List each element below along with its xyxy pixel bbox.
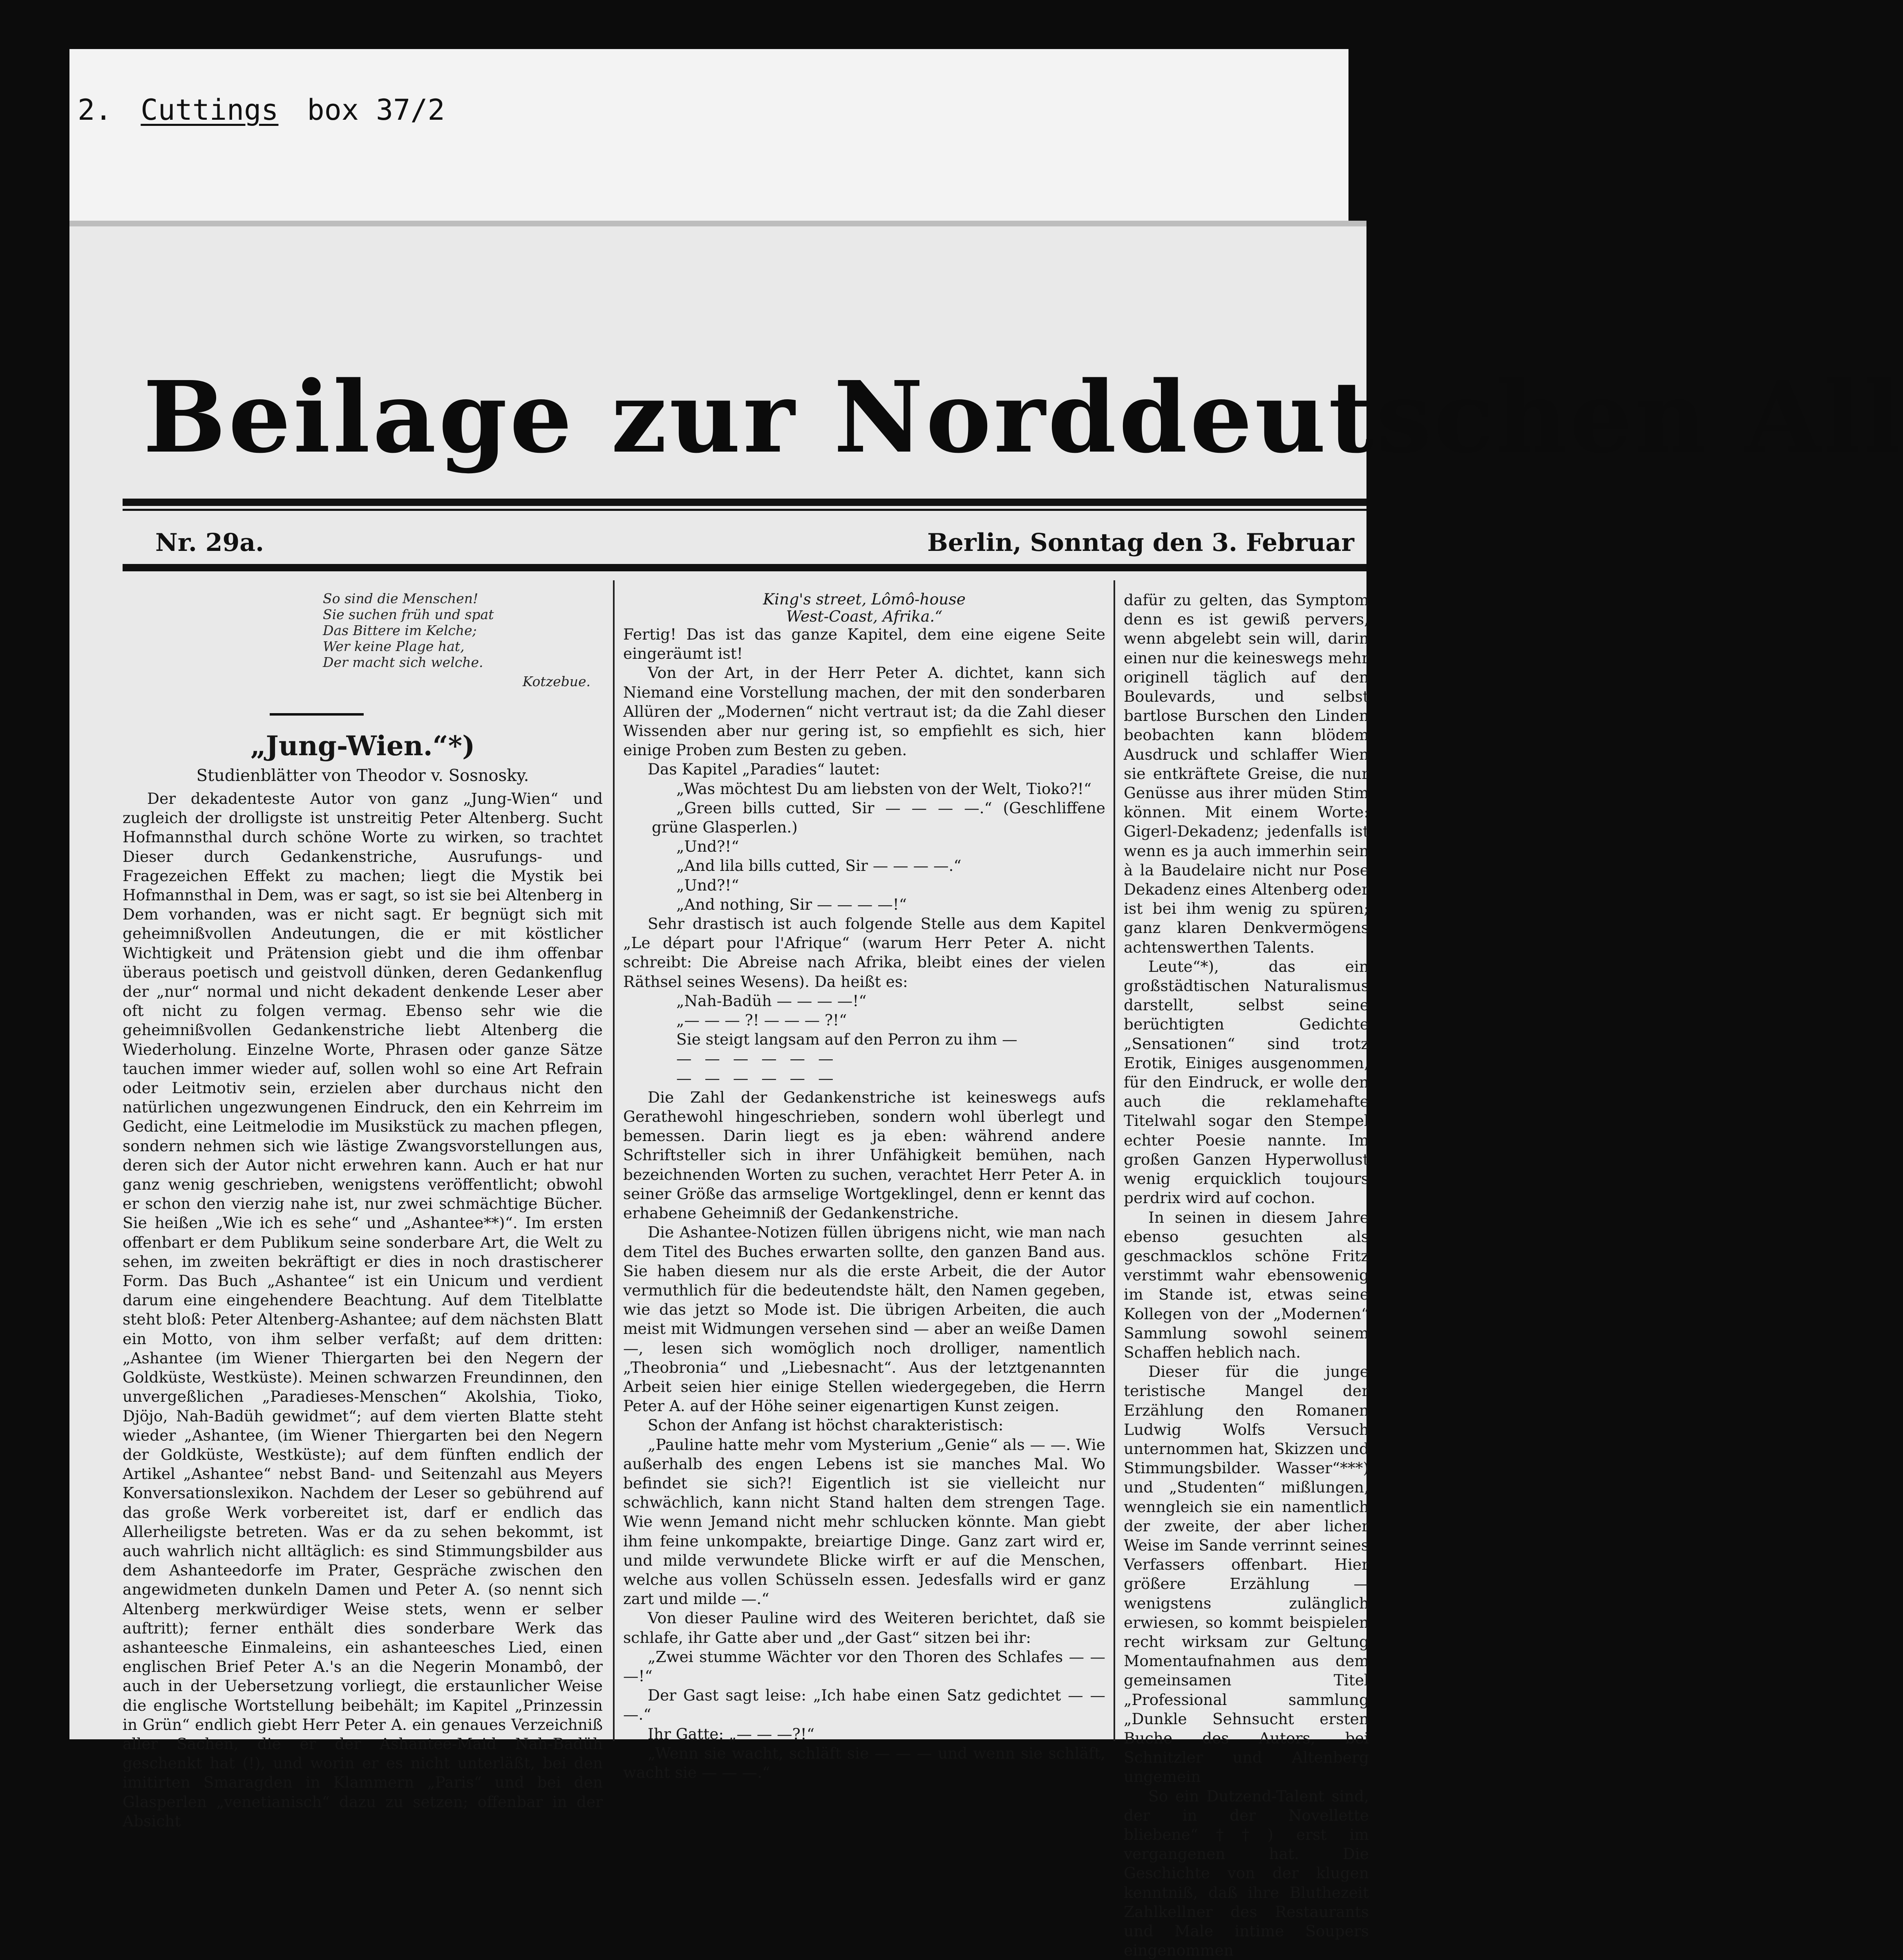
motto-line: Das Bittere im Kelche; <box>323 622 477 638</box>
article-paragraph: dafür zu gelten, das Symptom denn es ist gewiß pervers, wenn abgelebt sein will, darin einen nur die keineswegs mehr originell täglich auf den Boulevards, und selbst bartlose Burschen den Linden beobachten kann blödem Ausdruck und schlaffer Wien sie entkräftete Greise, die nur Genüsse aus ihrer müden Stim können. Mit einem Worte: Gigerl-Dekadenz; jedenfalls ist wenn es ja auch immerhin sein à la Baudelaire nicht nur Pose Dekadenz eines Altenberg oder ist bei ihm wenig zu spüren; ganz klaren Denkvermögens achtenswerthen Talents. <box>1124 591 1369 956</box>
article-paragraph: Sie steigt langsam auf den Perron zu ihm — <box>676 1030 1017 1049</box>
archive-box: box 37/2 <box>307 93 445 127</box>
article-paragraph: Ihr Gatte: „— — —?!“ <box>648 1725 815 1743</box>
address-line: West-Coast, Afrika.“ <box>786 607 943 625</box>
article-paragraph: Leute“*), das ein großstädtischen Naturalismus darstellt, selbst seine berüchtigten Gedichte „Sensationen“ sind trotz Erotik, Einiges ausgenommen, für den Eindruck, er wolle den auch die reklamehafte Titelwahl sogar den Stempel echter Poesie nannte. Im großen Ganzen Hyperwollust wenig erquicklich toujours perdrix wird auf cochon. <box>1124 957 1369 1207</box>
article-paragraph: — — — — — — <box>676 1069 838 1087</box>
article-subtitle: Studienblätter von Theodor v. Sosnosky. <box>196 766 529 785</box>
motto-line: Der macht sich welche. <box>323 654 483 670</box>
article-paragraph: „Zwei stumme Wächter vor den Thoren des Schlafes — — —!“ <box>623 1647 1105 1685</box>
article-paragraph: Von dieser Pauline wird des Weiteren berichtet, daß sie schlafe, ihr Gatte aber und „der Gast“ sitzen bei ihr: <box>623 1609 1105 1647</box>
article-paragraph: In seinen in diesem Jahre ebenso gesuchten als geschmacklos schöne Fritz verstimmt wahr ebensowenig im Stande ist, etwas seine Kollegen von der „Modernen“ Sammlung sowohl seinem Schaffen heblich nach. <box>1124 1208 1369 1361</box>
article-paragraph: Die Ashantee-Notizen füllen übrigens nicht, wie man nach dem Titel des Buches erwarten sollte, den ganzen Band aus. Sie haben diesem nur als die erste Arbeit, die der Autor vermuthlich für die bedeutendste hält, den Namen gegeben, wie das jetzt so Mode ist. Die übrigen Arbeiten, die auch meist mit Widmungen versehen sind — aber an weiße Damen —, lesen sich womöglich noch drolliger, namentlich „Theobronia“ und „Liebesnacht“. Aus der letztgenannten Arbeit seien hier einige Stellen wiedergegeben, die Herrn Peter A. auf der Höhe seiner eigenartigen Kunst zeigen. <box>623 1223 1105 1415</box>
article-paragraph: Der Gast sagt leise: „Ich habe einen Satz gedichtet — — —.“ <box>623 1686 1105 1724</box>
article-paragraph: „Green bills cutted, Sir — — — —.“ (Geschliffene grüne Glasperlen.) <box>652 799 1105 837</box>
article-paragraph: Sehr drastisch ist auch folgende Stelle aus dem Kapitel „Le départ pour l'Afrique“ (warum Herr Peter A. nicht schreibt: Die Abreise nach Afrika, bleibt eines der vielen Räthsel seines Wesens). Da heißt es: <box>623 915 1105 991</box>
article-paragraph: Von der Art, in der Herr Peter A. dichtet, kann sich Niemand eine Vorstellung machen, der mit den sonderbaren Allüren der „Modernen“ nicht vertraut ist; da die Zahl dieser Wissenden aber nur gering ist, so empfiehlt es sich, hier einige Proben zum Besten zu geben. <box>623 664 1105 759</box>
clipping-top-edge <box>69 221 1366 226</box>
article-paragraph: „Wenn sie wacht, schläft sie — — — und wenn sie schläft, wacht sie — — —.“ <box>623 1744 1105 1781</box>
article-column-2 <box>623 590 1105 1781</box>
article-paragraph: „Und?!“ <box>676 837 739 856</box>
column-divider-2 <box>1114 580 1115 1741</box>
dateline <box>123 521 1366 566</box>
article-column-3 <box>1124 591 1369 1960</box>
masthead-rule-top <box>123 499 1366 506</box>
article-paragraph: „Pauline hatte mehr vom Mysterium „Genie“ als — —. Wie außerhalb des engen Lebens ist sie manches Mal. Wo befindet sie sich?! Eigentlich ist sie vielleicht nur schwächlich, kann nicht Stand halten dem strengen Tage. Wie wenn Jemand nicht mehr schlucken könnte. Man giebt ihm feine unkompakte, breiartige Dinge. Ganz zart wird er, und milde verwundete Blicke wirft er auf die Menschen, welche aus vollen Schüsseln essen. Jedesfalls wird er ganz zart und milde —.“ <box>623 1435 1105 1608</box>
section-rule <box>270 713 364 716</box>
article-paragraph: Fertig! Das ist das ganze Kapitel, dem eine eigene Seite eingeräumt ist! <box>623 625 1105 663</box>
letter-address <box>623 591 1105 625</box>
motto-line: Wer keine Plage hat, <box>323 638 465 654</box>
article-paragraph: Der dekadenteste Autor von ganz „Jung-Wien“ und zugleich der drolligste ist unstreitig Peter Altenberg. Sucht Hofmannsthal durch schöne Worte zu wirken, so trachtet Dieser durch Gedankenstriche, Ausrufungs- und Fragezeichen Effekt zu machen; liegt die Mystik bei Hofmannsthal in Dem, was er sagt, so ist sie bei Altenberg in Dem vorhanden, was er nicht sagt. Er begnügt sich mit geheimnißvollen Andeutungen, die er mit köstlicher Wichtigkeit und Prätension giebt und die ihm offenbar überaus poetisch und geistvoll dünken, deren Gedankenflug der „nur“ normal und nicht dekadent denkende Leser aber oft nicht zu folgen vermag. Ebenso sehr wie die geheimnißvollen Gedankenstriche liebt Altenberg die Wiederholung. Einzelne Worte, Phrasen oder ganze Sätze tauchen immer wieder auf, sollen wohl so eine Art Refrain oder Leitmotiv sein, erzielen aber durchaus nicht den natürlichen ungezwungenen Eindruck, den ein Kehrreim im Gedicht, eine Leitmelodie im Musikstück zu machen pflegen, sondern nehmen sich wie lästige Zwangsvorstellungen aus, deren sich der Autor nicht erwehren kann. Auch er hat nur ganz wenig geschrieben, wenigstens veröffentlicht; obwohl er schon den vierzig nahe ist, nur zwei schmächtige Bücher. Sie heißen „Wie ich es sehe“ und „Ashantee**)“. Im ersten offenbart er dem Publikum seine sonderbare Art, die Welt zu sehen, im zweiten bekräftigt er dies in noch drastischerer Form. Das Buch „Ashantee“ ist ein Unicum und verdient darum eine eingehendere Beachtung. Auf dem Titelblatte steht bloß: Peter Altenberg-Ashantee; auf dem nächsten Blatt ein Motto, von ihm selber verfaßt; auf dem dritten: „Ashantee (im Wiener Thiergarten bei den Negern der Goldküste, Westküste). Meinen schwarzen Freundinnen, den unvergeßlichen „Paradieses-Menschen“ Akolshia, Tioko, Djöjo, Nah-Badüh gewidmet“; auf dem vierten Blatte steht wieder „Ashantee, (im Wiener Thiergarten bei den Negern der Goldküste, Westküste); auf dem fünften endlich der Artikel „Ashantee“ nebst Band- und Seitenzahl aus Meyers Konversationslexikon. Nachdem der Leser so gebührend auf das große Werk vorbereitet ist, darf er endlich das Allerheiligste betreten. Was er da zu sehen bekommt, ist auch wahrlich nicht alltäglich: es sind Stimmungsbilder aus dem Ashanteedorfe im Prater, Gespräche zwischen den angewidmeten dunkeln Damen und Peter A. (so nennt sich Altenberg merkwürdiger Weise stets, wenn er selber auftritt); ferner enthält dies sonderbare Werk das ashanteesche Einmaleins, ein ashanteesches Lied, einen englischen Brief Peter A.'s an die Negerin Monambô, der auch in der Uebersetzung vorliegt, die erstaunlicher Weise die englische Wortstellung beibehält; im Kapitel „Prinzessin in Grün“ endlich giebt Herr Peter A. ein genaues Verzeichniß aller Sachen, die er der Ashantee-Maid Nah-Badüh geschenkt hat (!), und worin er es nicht unterläßt, bei den imitirten Smaragden in Klammern „Paris“ und bei den Glasperlen „venetianisch“ dazu zu setzen; offenbar in der Absicht <box>123 790 603 1830</box>
archive-series: Cuttings <box>141 93 279 127</box>
column-2-body <box>623 625 1105 1782</box>
archive-number: 2. <box>78 93 112 127</box>
motto-line: Sie suchen früh und spat <box>323 606 494 622</box>
article-paragraph: „Nah-Badüh — — — —!“ <box>676 991 867 1010</box>
newspaper-clipping <box>69 221 1903 1960</box>
article-paragraph: Das Kapitel „Paradies“ lautet: <box>648 760 880 779</box>
dateline-rule <box>123 564 1366 571</box>
article-paragraph: „Was möchtest Du am liebsten von der Welt, Tioko?!“ <box>676 779 1092 798</box>
article-column-1 <box>123 591 603 1830</box>
article-paragraph: „Und?!“ <box>676 876 739 894</box>
motto <box>323 591 603 689</box>
motto-author: Kotzebue. <box>522 673 590 689</box>
article-paragraph: „And lila bills cutted, Sir — — — —.“ <box>676 857 962 875</box>
article-paragraph: — — — — — — <box>676 1049 838 1068</box>
column-3-body <box>1124 591 1369 1960</box>
newspaper-masthead: Beilage zur Norddeutschen All <box>143 360 1903 475</box>
masthead-rule-thin <box>123 509 1366 511</box>
article-paragraph: „— — — ?! — — — ?!“ <box>676 1011 847 1029</box>
issue-number: Nr. 29a. <box>155 528 264 557</box>
article-title: „Jung-Wien.“*) <box>250 730 475 762</box>
article-paragraph: Dieser für die junge teristische Mangel der Erzählung den Romanen Ludwig Wolfs Versuch unternommen hat, Skizzen und Stimmungsbilder. Wasser“***) und „Studenten“ mißlungen, wenngleich sie ein namentlich der zweite, der aber licher Weise im Sande verrinnt seines Verfassers offenbart. Hier größere Erzählung — wenigstens zulänglich erwiesen, so kommt beispielen recht wirksam zur Geltung Momentaufnahmen aus dem gemeinsamen Titel „Professional sammlung „Dunkle Sehnsucht ersten Buche des Autors, bei Schnitzler und Altenberg ungemein <box>1124 1363 1369 1786</box>
motto-line: So sind die Menschen! <box>323 591 479 606</box>
place-date: Berlin, Sonntag den 3. Februar <box>927 528 1354 557</box>
article-paragraph: Die Zahl der Gedankenstriche ist keineswegs aufs Gerathewohl hingeschrieben, sondern wohl überlegt und bemessen. Darin liegt es ja eben: während andere Schriftsteller sich in ihrer Unfähigkeit bemühen, nach bezeichnenden Worten zu suchen, verachtet Herr Peter A. in seiner Größe das armselige Wortgeklingel, denn er kennt das erhabene Geheimniß der Gedankenstriche. <box>623 1088 1105 1222</box>
article-paragraph: „And nothing, Sir — — — —!“ <box>676 895 907 913</box>
article-paragraph: Schon der Anfang ist höchst charakteristisch: <box>648 1416 1004 1434</box>
archive-label <box>78 93 691 138</box>
address-line: King's street, Lômô-house <box>763 590 966 608</box>
article-paragraph: So ein Dutzend-Talent sind, der in der Novellette bliebene“††) erst im vergangenen hat. Die Geschichte von der klugen kenntniß, daß ihre Bluthezeit Zahlkellner des Restaurants und Male intime Soupers eingenommen <box>1124 1787 1369 1960</box>
column-divider-1 <box>613 580 615 1741</box>
